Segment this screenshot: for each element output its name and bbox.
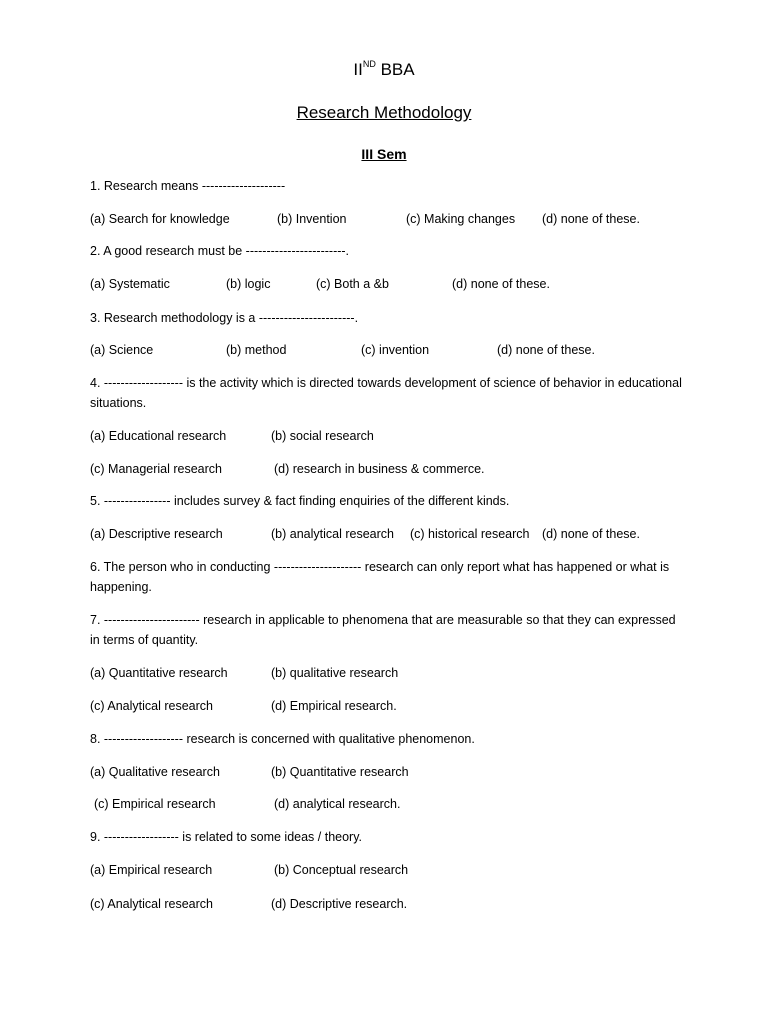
q3-option-a: (a) Science xyxy=(90,343,154,357)
q4-option-c: (c) Managerial research xyxy=(90,462,222,476)
q2-option-c: (c) Both a &b xyxy=(316,277,389,291)
subject-title: Research Methodology xyxy=(296,103,472,122)
q2-option-b: (b) logic xyxy=(226,277,271,291)
q1-option-a: (a) Search for knowledge xyxy=(90,212,230,226)
question-9: 9. ------------------ is related to some ideas / theory. xyxy=(90,830,363,844)
q5-option-c: (c) historical research xyxy=(410,527,530,541)
q3-option-c: (c) invention xyxy=(361,343,430,357)
q7-option-d: (d) Empirical research. xyxy=(271,699,397,713)
q1-option-c: (c) Making changes xyxy=(406,212,516,226)
q4-option-d: (d) research in business & commerce. xyxy=(274,462,485,476)
q2-option-d: (d) none of these. xyxy=(452,277,550,291)
q8-option-c: (c) Empirical research xyxy=(94,797,216,811)
q9-option-a: (a) Empirical research xyxy=(90,863,213,877)
q5-option-a: (a) Descriptive research xyxy=(90,527,223,541)
q9-option-d: (d) Descriptive research. xyxy=(271,897,408,911)
semester-heading: III Sem xyxy=(361,146,407,162)
q3-option-b: (b) method xyxy=(226,343,287,357)
question-7: 7. ----------------------- research in applicable to phenomena that are measurable so that they can expressed in terms of quantity. xyxy=(90,613,676,647)
class-program: BBA xyxy=(375,60,415,79)
class-heading xyxy=(0,60,768,80)
class-year-superscript: ND xyxy=(362,59,376,69)
q9-option-b: (b) Conceptual research xyxy=(274,863,409,877)
q8-option-d: (d) analytical research. xyxy=(274,797,401,811)
q7-option-a: (a) Quantitative research xyxy=(90,666,228,680)
q8-option-b: (b) Quantitative research xyxy=(271,765,409,779)
q3-option-d: (d) none of these. xyxy=(497,343,595,357)
question-2: 2. A good research must be ------------------------. xyxy=(90,244,350,258)
q1-option-d: (d) none of these. xyxy=(542,212,640,226)
q5-option-b: (b) analytical research xyxy=(271,527,394,541)
q4-option-a: (a) Educational research xyxy=(90,429,227,443)
q9-option-c: (c) Analytical research xyxy=(90,897,213,911)
question-3: 3. Research methodology is a -----------------------. xyxy=(90,311,359,325)
q8-option-a: (a) Qualitative research xyxy=(90,765,220,779)
q4-option-b: (b) social research xyxy=(271,429,374,443)
question-5: 5. ---------------- includes survey & fact finding enquiries of the different kinds. xyxy=(90,494,510,508)
question-4: 4. ------------------- is the activity which is directed towards development of science of behavior in educational situations. xyxy=(90,376,682,410)
q1-option-b: (b) Invention xyxy=(277,212,347,226)
question-6: 6. The person who in conducting --------------------- research can only report what has happened or what is happening. xyxy=(90,560,670,594)
question-8: 8. ------------------- research is concerned with qualitative phenomenon. xyxy=(90,732,475,746)
q5-option-d: (d) none of these. xyxy=(542,527,640,541)
q7-option-b: (b) qualitative research xyxy=(271,666,399,680)
q2-option-a: (a) Systematic xyxy=(90,277,170,291)
question-1: 1. Research means -------------------- xyxy=(90,179,286,193)
q7-option-c: (c) Analytical research xyxy=(90,699,213,713)
class-year: II xyxy=(353,60,363,79)
